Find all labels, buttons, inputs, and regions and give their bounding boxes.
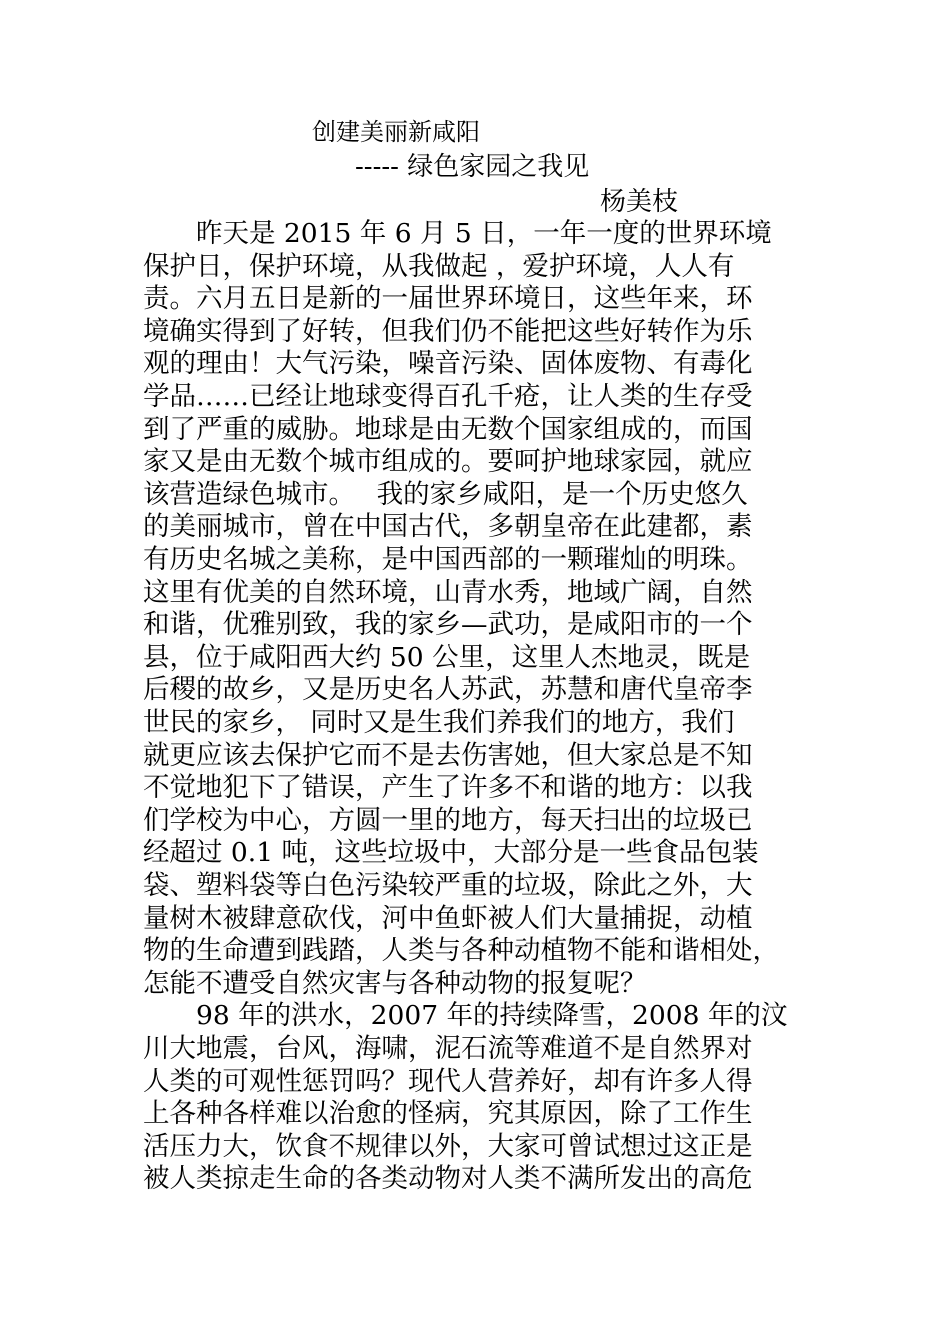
body-line: 县，位于咸阳西大约 50 公里，这里人杰地灵，既是	[143, 641, 751, 673]
body-line: 境确实得到了好转，但我们仍不能把这些好转作为乐	[143, 315, 753, 347]
body-line: 就更应该去保护它而不是去伤害她，但大家总是不知	[143, 739, 753, 771]
body-line: 后稷的故乡，又是历史名人苏武，苏慧和唐代皇帝李	[143, 674, 753, 706]
body-line: 人类的可观性惩罚吗？现代人营养好，却有许多人得	[143, 1065, 753, 1097]
body-line: 被人类掠走生命的各类动物对人类不满所发出的高危	[143, 1163, 753, 1195]
body-line: 经超过 0.1 吨，这些垃圾中，大部分是一些食品包装	[143, 837, 759, 869]
body-line: 到了严重的威胁。地球是由无数个国家组成的，而国	[143, 413, 753, 445]
body-line: 和谐，优雅别致，我的家乡—武功，是咸阳市的一个	[143, 609, 753, 641]
body-line: 们学校为中心，方圆一里的地方，每天扫出的垃圾已	[143, 804, 753, 836]
body-line: 这里有优美的自然环境，山青水秀，地域广阔，自然	[143, 576, 753, 608]
body-line: 活压力大，饮食不规律以外，大家可曾试想过这正是	[143, 1130, 753, 1162]
body-line: 保护日，保护环境，从我做起 ，爱护环境，人人有	[143, 250, 735, 282]
body-line: 昨天是 2015 年 6 月 5 日，一年一度的世界环境	[143, 218, 772, 249]
body-line: 学品……已经让地球变得百孔千疮，让人类的生存受	[143, 381, 753, 412]
body-line: 世民的家乡， 同时又是生我们养我们的地方，我们	[143, 707, 735, 738]
body-line: 量树木被肆意砍伐，河中鱼虾被人们大量捕捉，动植	[143, 902, 753, 934]
document-author: 杨美枝	[600, 187, 679, 217]
body-line: 物的生命遭到践踏，人类与各种动植物不能和谐相处，	[143, 935, 779, 967]
body-line: 怎能不遭受自然灾害与各种动物的报复呢？	[143, 967, 647, 999]
body-line: 袋、塑料袋等白色污染较严重的垃圾，除此之外，大	[143, 870, 753, 901]
body-line: 有历史名城之美称，是中国西部的一颗璀灿的明珠。	[143, 544, 753, 575]
document-title: 创建美丽新咸阳	[312, 118, 480, 146]
body-line: 川大地震，台风，海啸，泥石流等难道不是自然界对	[143, 1033, 753, 1064]
document-subtitle: ----- 绿色家园之我见	[355, 152, 590, 182]
body-line: 不觉地犯下了错误，产生了许多不和谐的地方：以我	[143, 772, 753, 804]
body-line: 的美丽城市，曾在中国古代，多朝皇帝在此建都，素	[143, 511, 753, 543]
body-line: 98 年的洪水，2007 年的持续降雪，2008 年的汶	[143, 1000, 788, 1032]
body-line: 责。六月五日是新的一届世界环境日，这些年来，环	[143, 283, 753, 315]
body-line: 该营造绿色城市。 我的家乡咸阳，是一个历史悠久	[143, 478, 748, 510]
body-line: 上各种各样难以治愈的怪病，究其原因，除了工作生	[143, 1098, 753, 1130]
body-line: 家又是由无数个城市组成的。要呵护地球家园，就应	[143, 446, 753, 478]
body-line: 观的理由！大气污染，噪音污染、固体废物、有毒化	[143, 348, 753, 380]
